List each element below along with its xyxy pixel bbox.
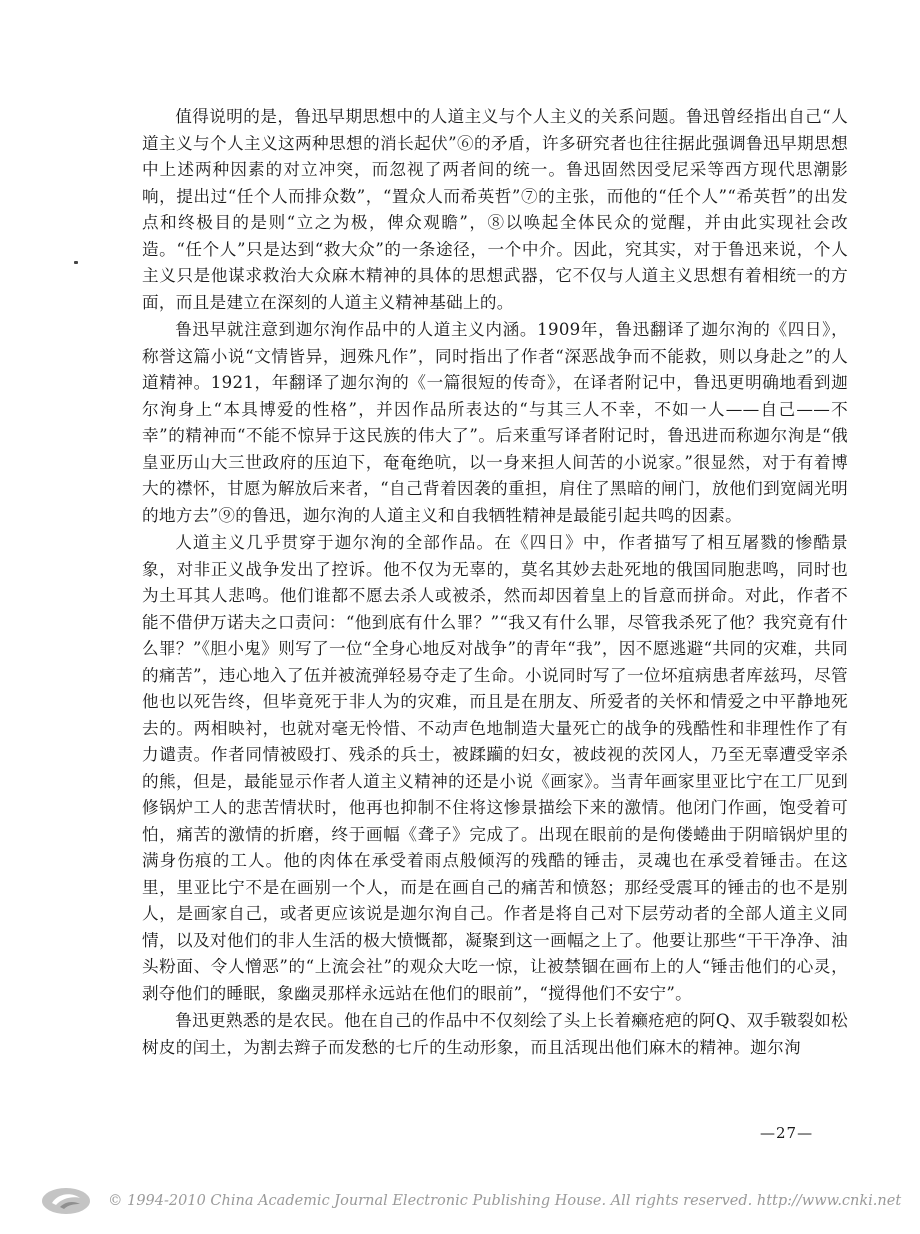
page-number: —27— [760, 1124, 814, 1142]
paragraph-2: 鲁迅早就注意到迦尔洵作品中的人道主义内涵。1909年，鲁迅翻译了迦尔洵的《四日》，称誉这篇小说“文情皆异，迥殊凡作”，同时指出了作者“深恶战争而不能救，则以身赴之”的人道精神。1921，年翻译了迦尔洵的《一篇很短的传奇》，在译者附记中，鲁迅更明确地看到迦尔洵身上“本具博爱的性格”，并因作品所表达的“与其三人不幸，不如一人——自己——不幸”的精神而“不能不惊异于这民族的伟大了”。后来重写译者附记时，鲁迅进而称迦尔洵是“俄皇亚历山大三世政府的压迫下，奄奄绝吭，以一身来担人间苦的小说家。”很显然，对于有着博大的襟怀，甘愿为解放后来者，“自己背着因袭的重担，肩住了黑暗的闸门，放他们到宽阔光明的地方去”⑨的鲁迅，迦尔洵的人道主义和自我牺牲精神是最能引起共鸣的因素。 [142, 320, 848, 525]
body-text [142, 104, 848, 1061]
footer [40, 1186, 900, 1216]
paragraph-1: 值得说明的是，鲁迅早期思想中的人道主义与个人主义的关系问题。鲁迅曾经指出自己“人道主义与个人主义这两种思想的消长起伏”⑥的矛盾，许多研究者也往往据此强调鲁迅早期思想中上述两种因素的对立冲突，而忽视了两者间的统一。鲁迅固然因受尼采等西方现代思潮影响，提出过“任个人而排众数”，“置众人而希英哲”⑦的主张，而他的“任个人”“希英哲”的出发点和终极目的是则“立之为极，俾众观瞻”，⑧以唤起全体民众的觉醒，并由此实现社会改造。“任个人”只是达到“救大众”的一条途径，一个中介。因此，究其实，对于鲁迅来说，个人主义只是他谋求救治大众麻木精神的具体的思想武器，它不仅与人道主义思想有着相统一的方面，而且是建立在深刻的人道主义精神基础上的。 [142, 107, 848, 312]
paragraph-4: 鲁迅更熟悉的是农民。他在自己的作品中不仅刻绘了头上长着癞疮疤的阿Q、双手皲裂如松树皮的闰土，为割去辫子而发愁的七斤的生动形象，而且活现出他们麻木的精神。迦尔洵 [142, 1011, 848, 1057]
paragraph-3: 人道主义几乎贯穿于迦尔洵的全部作品。在《四日》中，作者描写了相互屠戮的惨酷景象，对非正义战争发出了控诉。他不仅为无辜的，莫名其妙去赴死地的俄国同胞悲鸣，同时也为土耳其人悲鸣。他们谁都不愿去杀人或被杀，然而却因着皇上的旨意而拼命。对此，作者不能不借伊万诺夫之口责问：“他到底有什么罪？”“我又有什么罪，尽管我杀死了他？我究竟有什么罪？”《胆小鬼》则写了一位“全身心地反对战争”的青年“我”，因不愿逃避“共同的灾难，共同的痛苦”，违心地入了伍并被流弹轻易夺走了生命。小说同时写了一位坏疽病患者库兹玛，尽管他也以死告终，但毕竟死于非人为的灾难，而且是在朋友、所爱者的关怀和情爱之中平静地死去的。两相映衬，也就对毫无怜惜、不动声色地制造大量死亡的战争的残酷性和非理性作了有力谴责。作者同情被殴打、残杀的兵士，被蹂躏的妇女，被歧视的茨冈人，乃至无辜遭受宰杀的熊，但是，最能显示作者人道主义精神的还是小说《画家》。当青年画家里亚比宁在工厂见到修锅炉工人的悲苦情状时，他再也抑制不住将这惨景描绘下来的激情。他闭门作画，饱受着可怕，痛苦的激情的折磨，终于画幅《聋子》完成了。出现在眼前的是佝偻蜷曲于阴暗锅炉里的满身伤痕的工人。他的肉体在承受着雨点般倾泻的残酷的锤击，灵魂也在承受着锤击。在这里，里亚比宁不是在画别一个人，而是在画自己的痛苦和愤怒；那经受震耳的锤击的也不是别人，是画家自己，或者更应该说是迦尔洵自己。作者是将自己对下层劳动者的全部人道主义同情，以及对他们的非人生活的极大愤慨都，凝聚到这一画幅之上了。他要让那些“干干净净、油头粉面、令人憎恶”的“上流会社”的观众大吃一惊，让被禁锢在画布上的人“锤击他们的心灵，剥夺他们的睡眠，象幽灵那样永远站在他们的眼前”，“搅得他们不安宁”。 [142, 533, 848, 1003]
copyright-notice: © 1994-2010 China Academic Journal Electronic Publishing House. All rights reserved. http://www.cnki.net [108, 1193, 902, 1209]
scan-speck [74, 261, 78, 264]
cnki-logo-icon [40, 1186, 92, 1216]
